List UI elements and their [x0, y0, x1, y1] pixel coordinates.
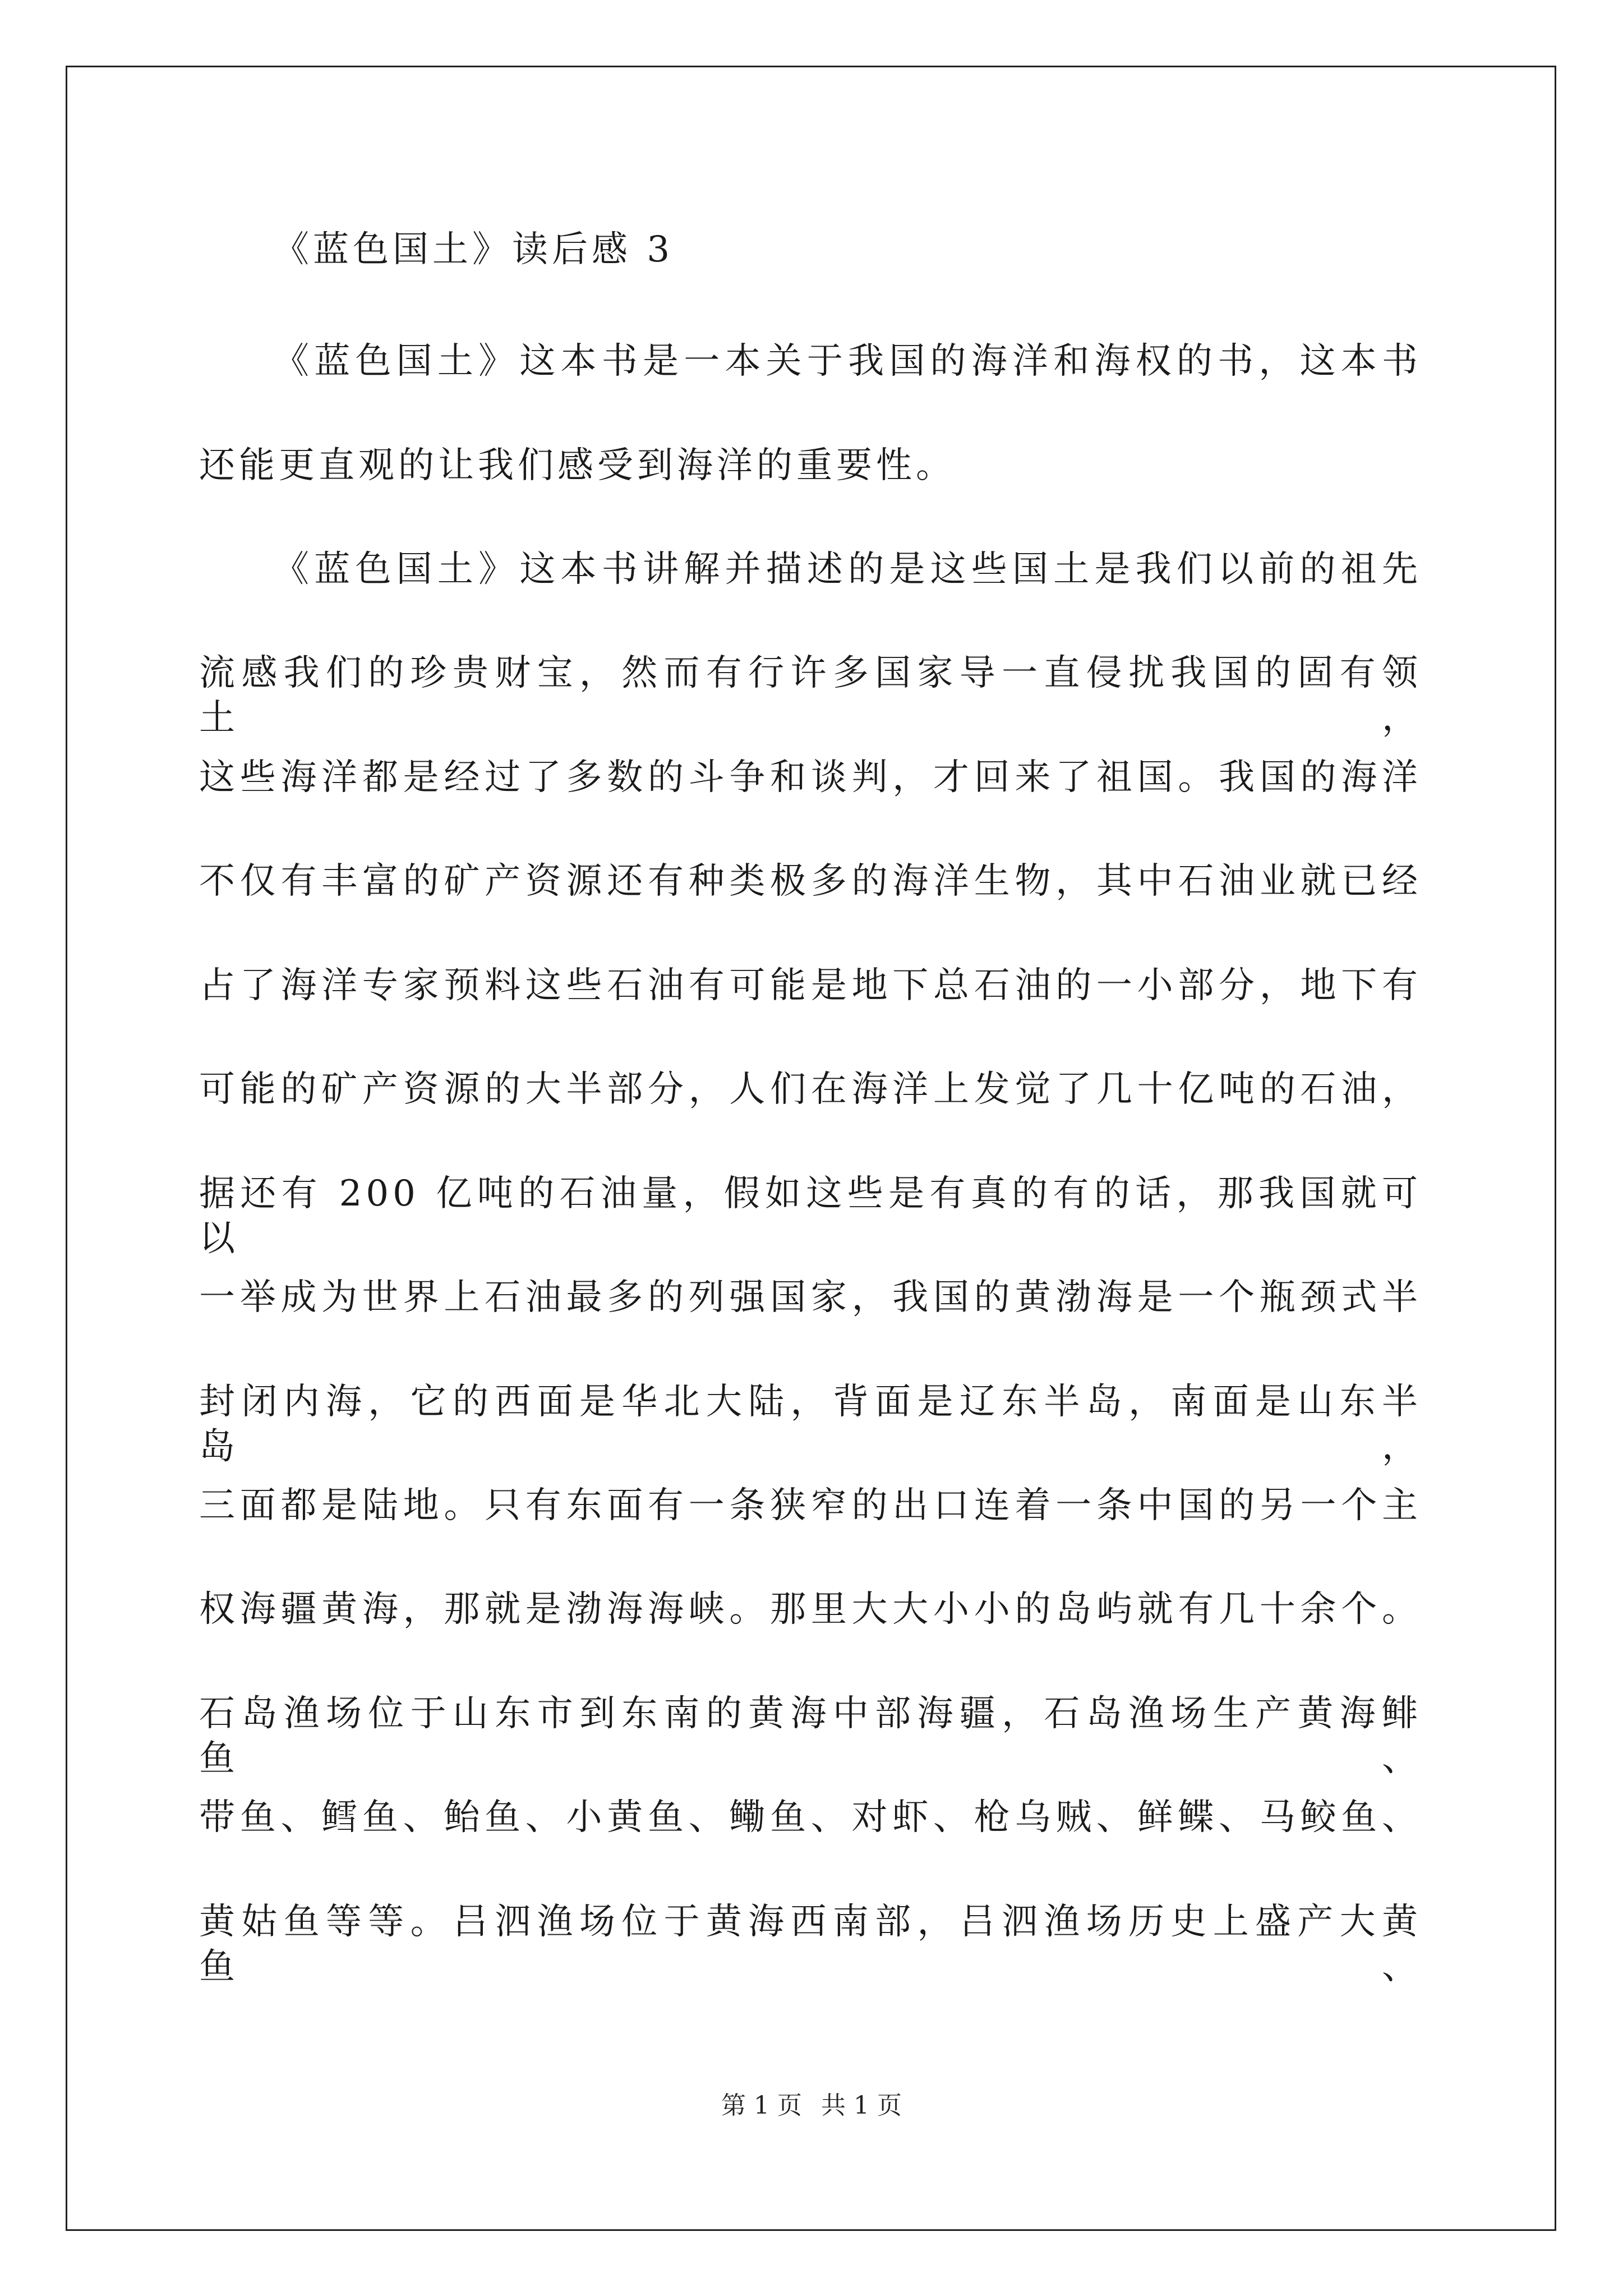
paragraph-2-line-14: 黄姑鱼等等。吕泗渔场位于黄海西南部，吕泗渔场历史上盛产大黄鱼、: [199, 1901, 1422, 1987]
paragraph-2-line-6: 可能的矿产资源的大半部分，人们在海洋上发觉了几十亿吨的石油，: [199, 1069, 1422, 1110]
paragraph-2-line-8: 一举成为世界上石油最多的列强国家，我国的黄渤海是一个瓶颈式半: [199, 1277, 1422, 1318]
paragraph-2-line-9: 封闭内海，它的西面是华北大陆，背面是辽东半岛，南面是山东半岛，: [199, 1381, 1422, 1467]
paragraph-2-line-5: 占了海洋专家预料这些石油有可能是地下总石油的一小部分，地下有: [199, 965, 1422, 1006]
paragraph-2-line-4: 不仅有丰富的矿产资源还有种类极多的海洋生物，其中石油业就已经: [199, 861, 1422, 902]
paragraph-2-line-11: 权海疆黄海，那就是渤海海峡。那里大大小小的岛屿就有几十余个。: [199, 1589, 1422, 1630]
paragraph-1-line-1: 《蓝色国土》这本书是一本关于我国的海洋和海权的书，这本书: [273, 341, 1422, 382]
paragraph-2-line-10: 三面都是陆地。只有东面有一条狭窄的出口连着一条中国的另一个主: [199, 1485, 1422, 1526]
paragraph-2-line-7: 据还有 200 亿吨的石油量，假如这些是有真的有的话，那我国就可以: [199, 1173, 1422, 1259]
paragraph-1-line-2: 还能更直观的让我们感受到海洋的重要性。: [199, 445, 956, 486]
paragraph-2-line-1: 《蓝色国土》这本书讲解并描述的是这些国土是我们以前的祖先: [273, 549, 1422, 590]
paragraph-2-line-3: 这些海洋都是经过了多数的斗争和谈判，才回来了祖国。我国的海洋: [199, 757, 1422, 798]
page-total: 共 1 页: [821, 2091, 902, 2120]
paragraph-2-line-13: 带鱼、鳕鱼、鲐鱼、小黄鱼、鳓鱼、对虾、枪乌贼、鲜鲽、马鲛鱼、: [199, 1797, 1422, 1838]
paragraph-2-line-12: 石岛渔场位于山东市到东南的黄海中部海疆，石岛渔场生产黄海鲱鱼、: [199, 1693, 1422, 1779]
page-number: 第 1 页: [721, 2091, 802, 2120]
paragraph-2-line-2: 流感我们的珍贵财宝，然而有行许多国家导一直侵扰我国的固有领土，: [199, 652, 1422, 739]
page-footer: [0, 2090, 1623, 2122]
document-title: 《蓝色国土》读后感 3: [273, 229, 674, 270]
